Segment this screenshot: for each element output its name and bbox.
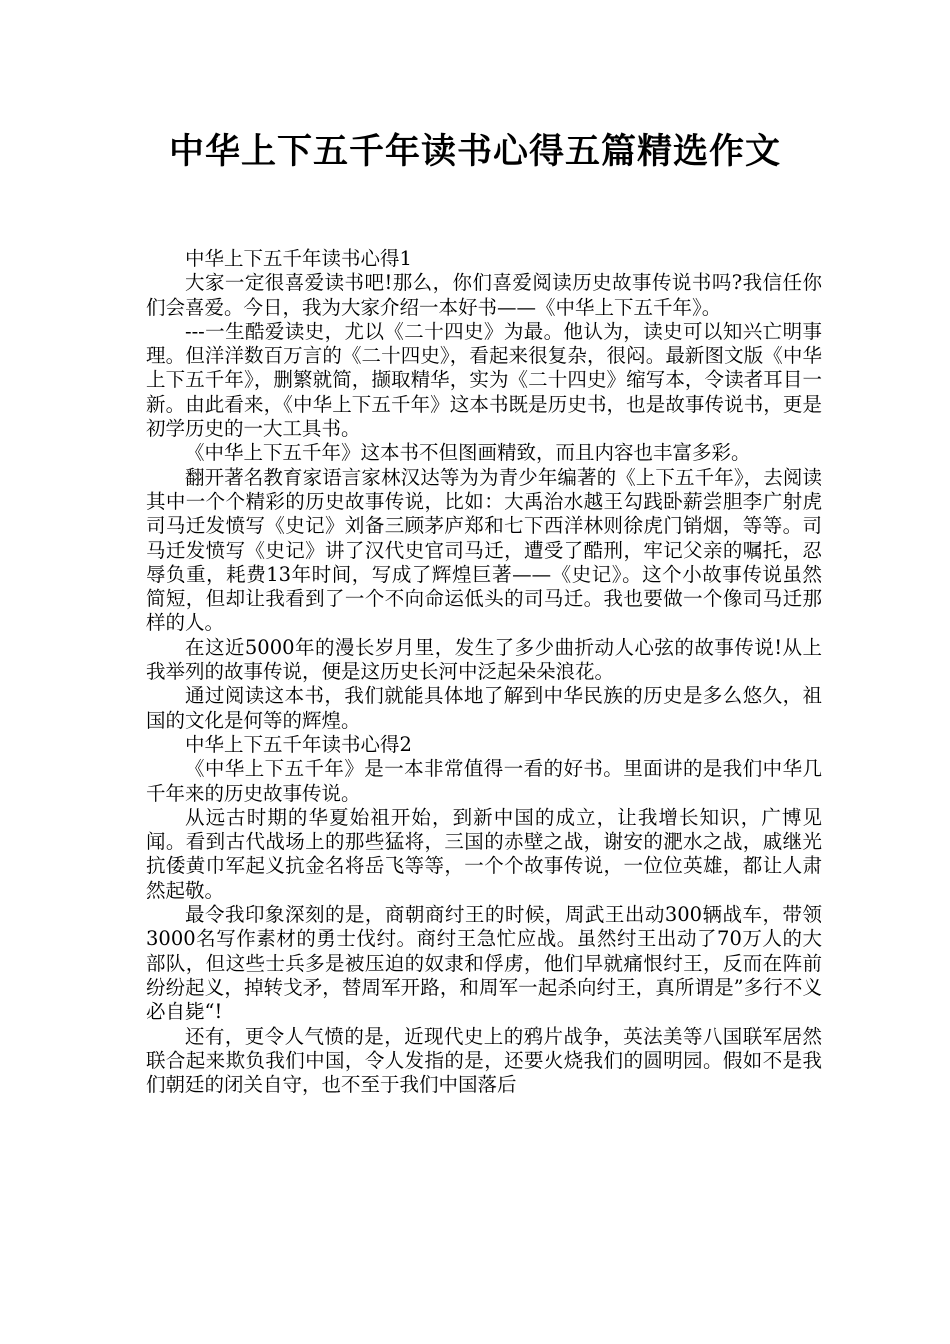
paragraph: 大家一定很喜爱读书吧!那么，你们喜爱阅读历史故事传说书吗?我信任你们会喜爱。今日，我为大家介绍一本好书——《中华上下五千年》。 (146, 271, 822, 319)
paragraph: 还有，更令人气愤的是，近现代史上的鸦片战争，英法美等八国联军居然联合起来欺负我们中国，令人发指的是，还要火烧我们的圆明园。假如不是我们朝廷的闭关自守，也不至于我们中国落后 (146, 1024, 822, 1097)
section-heading-1: 中华上下五千年读书心得1 (185, 247, 412, 270)
document-body (146, 247, 822, 1097)
paragraph: 最令我印象深刻的是，商朝商纣王的时候，周武王出动300辆战车，带领3000名写作素材的勇士伐纣。商纣王急忙应战。虽然纣王出动了70万人的大部队，但这些士兵多是被压迫的奴隶和俘虏，他们早就痛恨纣王，反而在阵前纷纷起义，掉转戈矛，替周军开路，和周军一起杀向纣王，真所谓是”多行不义必自毙“! (146, 903, 822, 1024)
document-title: 中华上下五千年读书心得五篇精选作文 (168, 132, 781, 172)
section-heading-2: 中华上下五千年读书心得2 (185, 732, 412, 756)
paragraph: 从远古时期的华夏始祖开始，到新中国的成立，让我增长知识，广博见闻。看到古代战场上的那些猛将，三国的赤壁之战，谢安的淝水之战，戚继光抗倭黄巾军起义抗金名将岳飞等等，一个个故事传说，一位位英雄，都让人肃然起敬。 (146, 805, 822, 902)
paragraph: 翻开著名教育家语言家林汉达等为为青少年编著的《上下五千年》，去阅读其中一个个精彩的历史故事传说，比如：大禹治水越王勾践卧薪尝胆李广射虎司马迁发愤写《史记》刘备三顾茅庐郑和七下西洋林则徐虎门销烟，等等。司马迁发愤写《史记》讲了汉代史官司马迁，遭受了酷刑，牢记父亲的嘱托，忍辱负重，耗费13年时间，写成了辉煌巨著——《史记》。这个小故事传说虽然简短，但却让我看到了一个不向命运低头的司马迁。我也要做一个像司马迁那样的人。 (146, 465, 822, 635)
paragraph: 通过阅读这本书，我们就能具体地了解到中华民族的历史是多么悠久，祖国的文化是何等的辉煌。 (146, 684, 822, 732)
paragraph: ---一生酷爱读史，尤以《二十四史》为最。他认为，读史可以知兴亡明事理。但洋洋数百万言的《二十四史》，看起来很复杂，很闷。最新图文版《中华上下五千年》，删繁就简，撷取精华，实为《二十四史》缩写本，令读者耳目一新。由此看来，《中华上下五千年》这本书既是历史书，也是故事传说书，更是初学历史的一大工具书。 (146, 319, 822, 441)
paragraph: 在这近5000年的漫长岁月里，发生了多少曲折动人心弦的故事传说!从上我举列的故事传说，便是这历史长河中泛起朵朵浪花。 (146, 635, 822, 684)
paragraph: 《中华上下五千年》这本书不但图画精致，而且内容也丰富多彩。 (185, 441, 751, 465)
paragraph: 《中华上下五千年》是一本非常值得一看的好书。里面讲的是我们中华几千年来的历史故事传说。 (146, 757, 822, 805)
